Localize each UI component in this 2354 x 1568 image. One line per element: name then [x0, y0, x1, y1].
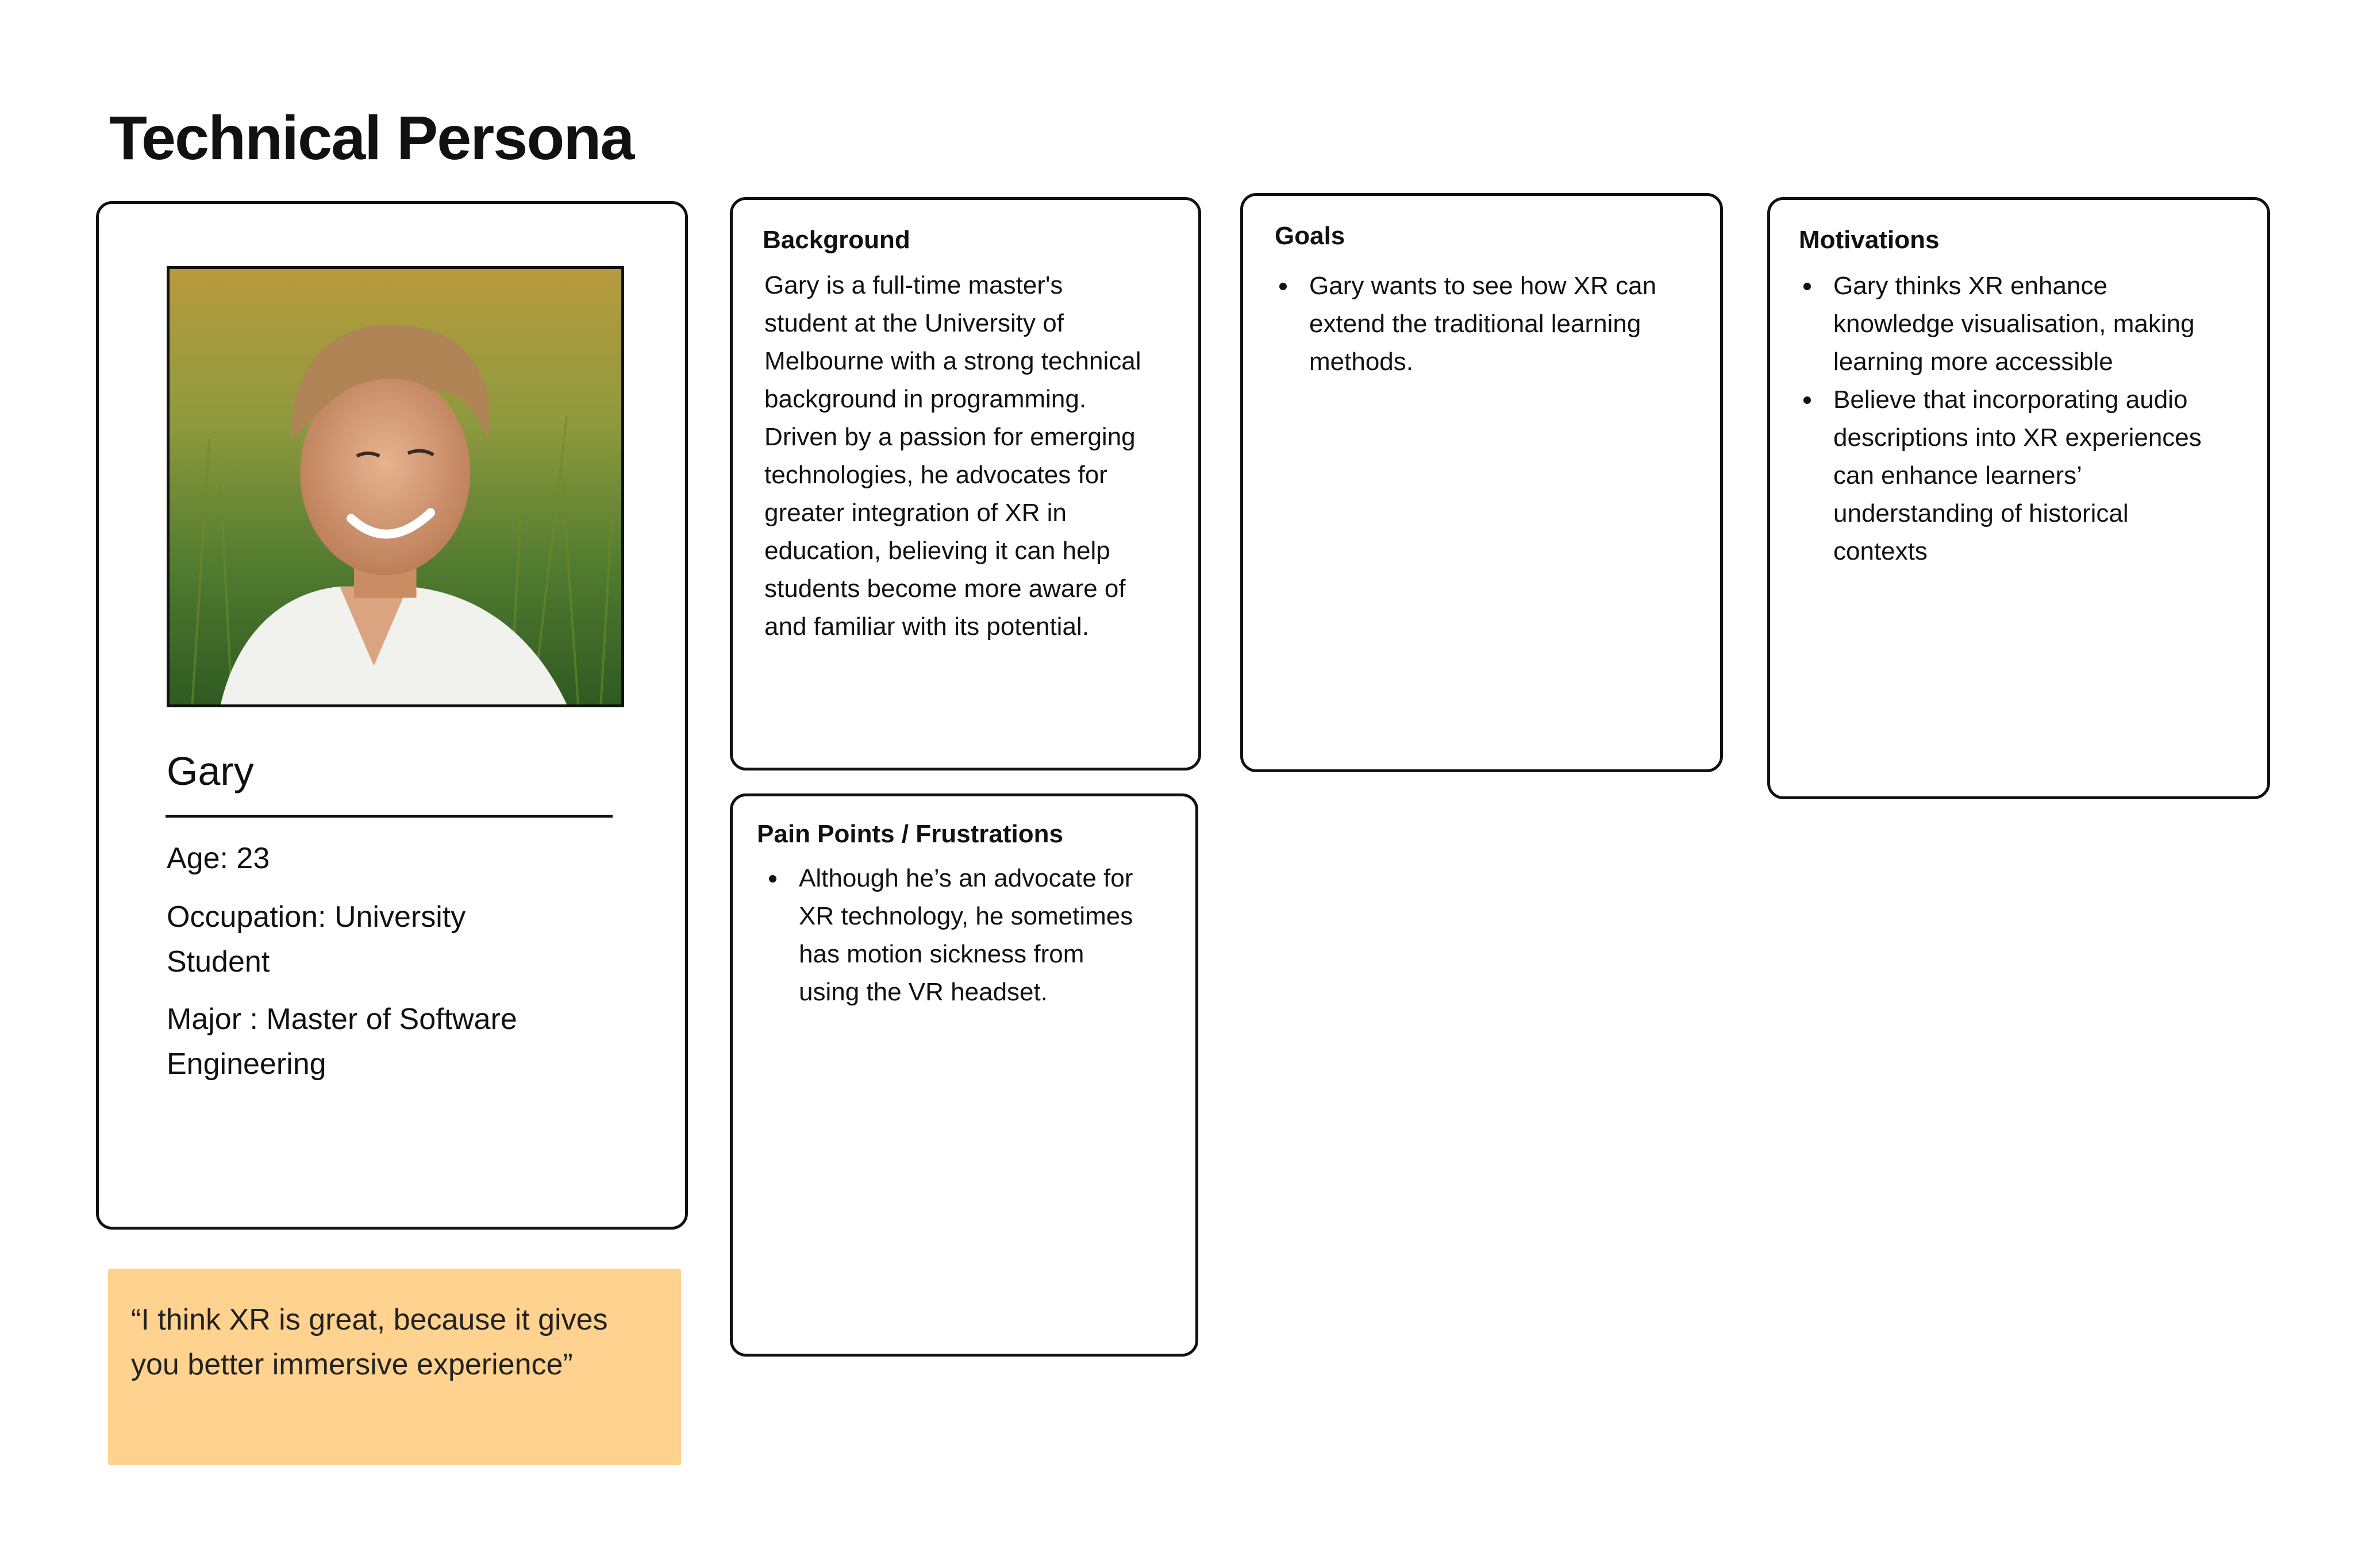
- goals-card: [1240, 193, 1723, 772]
- background-title: Background: [763, 226, 910, 254]
- background-text: Gary is a full-time master's student at the University of Melbourne with a strong technical background in programming. Driven by a passion for emerging technologies, he advocates for greater integration of XR in education, believing it can help students become more aware of and familiar with its potential.: [764, 271, 1141, 641]
- background-card: [730, 197, 1201, 770]
- pain-points-item: Although he’s an advocate for XR technology, he sometimes has motion sickness from using the VR headset.: [764, 860, 1138, 1011]
- page-title: Technical Persona: [109, 103, 634, 172]
- profile-photo: [167, 266, 624, 707]
- motivations-card: [1767, 197, 2270, 799]
- persona-quote-box: [108, 1269, 681, 1465]
- pain-points-list: [764, 860, 1138, 1011]
- goals-list: [1275, 267, 1666, 381]
- portrait-image: [170, 269, 621, 704]
- pain-points-card: [730, 793, 1198, 1357]
- goals-item: Gary wants to see how XR can extend the traditional learning methods.: [1275, 267, 1666, 381]
- profile-name: Gary: [167, 749, 254, 793]
- profile-occupation: Occupation: University Student: [167, 900, 466, 978]
- profile-divider: [166, 815, 613, 818]
- profile-major: Major : Master of Software Engineering: [167, 1003, 517, 1081]
- pain-points-title: Pain Points / Frustrations: [757, 820, 1063, 848]
- motivations-title: Motivations: [1799, 226, 1940, 254]
- motivations-item: Gary thinks XR enhance knowledge visualisation, making learning more accessible: [1799, 267, 2213, 381]
- goals-title: Goals: [1275, 222, 1345, 250]
- motivations-item: Believe that incorporating audio descriptions into XR experiences can enhance learners’ understanding of historical contexts: [1799, 381, 2213, 571]
- motivations-list: [1799, 267, 2213, 571]
- profile-age: Age: 23: [167, 842, 270, 875]
- persona-quote: “I think XR is great, because it gives you better immersive experience”: [131, 1303, 608, 1381]
